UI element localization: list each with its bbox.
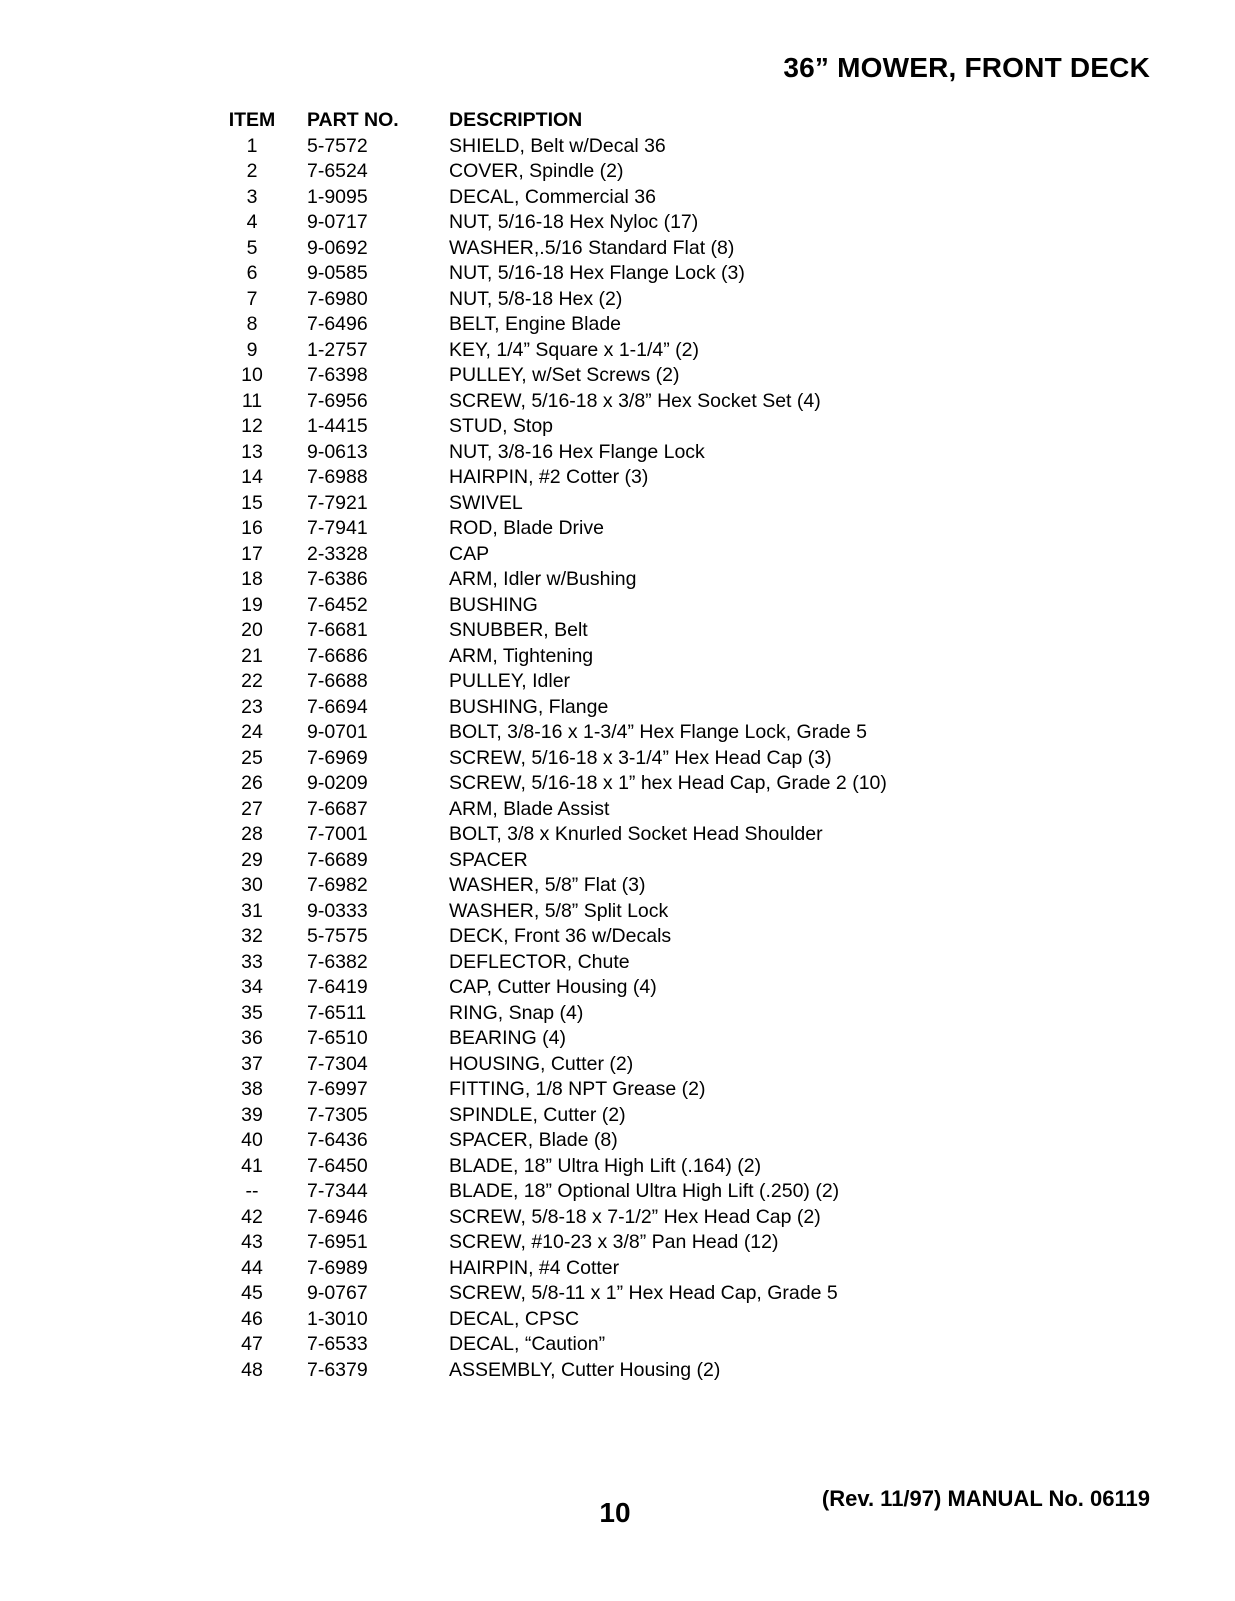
part-no-cell: 7-6688: [307, 670, 368, 692]
item-cell: 12: [241, 415, 263, 437]
part-no-cell: 7-6689: [307, 848, 368, 871]
part-no-cell: 7-6382: [307, 950, 368, 973]
item-cell: 19: [241, 593, 263, 616]
description-cell: DECAL, CPSC: [449, 1307, 580, 1330]
description-cell: SPINDLE, Cutter (2): [449, 1103, 626, 1126]
description-cell: WASHER, 5/8” Flat (3): [449, 874, 646, 896]
part-no-cell: 7-6436: [307, 1129, 368, 1151]
item-cell: 28: [241, 823, 263, 845]
part-no-cell: 7-7001: [307, 823, 368, 845]
description-cell: NUT, 5/8-18 Hex (2): [449, 287, 623, 310]
part-no-cell: 7-7304: [307, 1052, 368, 1075]
part-no-cell: 1-2757: [307, 338, 368, 361]
item-cell: 34: [241, 976, 263, 998]
part-no-cell: 7-6687: [307, 797, 368, 820]
part-no-cell: 7-6989: [307, 1256, 368, 1279]
part-no-cell: 7-6694: [307, 695, 368, 718]
item-cell: 43: [241, 1231, 263, 1253]
part-no-cell: 2-3328: [307, 542, 368, 565]
description-cell: SPACER, Blade (8): [449, 1129, 618, 1151]
part-no-cell: 7-6524: [307, 160, 368, 182]
item-cell: 36: [241, 1027, 263, 1049]
description-cell: BUSHING: [449, 593, 538, 616]
part-no-cell: 7-6681: [307, 619, 368, 641]
description-cell: COVER, Spindle (2): [449, 160, 624, 182]
description-cell: BOLT, 3/8 x Knurled Socket Head Shoulder: [449, 823, 823, 845]
description-cell: SCREW, 5/8-18 x 7-1/2” Hex Head Cap (2): [449, 1205, 821, 1228]
item-cell: 48: [241, 1358, 263, 1381]
description-cell: HOUSING, Cutter (2): [449, 1052, 634, 1075]
part-no-cell: 9-0692: [307, 236, 368, 259]
part-no-cell: 7-6496: [307, 313, 368, 335]
description-cell: KEY, 1/4” Square x 1-1/4” (2): [449, 338, 700, 361]
part-no-cell: 7-6511: [307, 1001, 367, 1024]
column-header-description: DESCRIPTION: [449, 109, 583, 131]
description-cell: WASHER, 5/8” Split Lock: [449, 899, 669, 922]
description-cell: SCREW, 5/16-18 x 1” hex Head Cap, Grade 2 (10): [449, 772, 887, 794]
part-no-cell: 7-7305: [307, 1103, 368, 1126]
part-no-cell: 5-7575: [307, 925, 368, 947]
item-cell: 46: [241, 1307, 263, 1330]
description-cell: ARM, Tightening: [449, 644, 594, 667]
description-cell: SHIELD, Belt w/Decal 36: [449, 134, 666, 157]
item-cell: 30: [241, 874, 263, 896]
page-number: 10: [599, 1497, 631, 1528]
description-cell: DECK, Front 36 w/Decals: [449, 925, 672, 947]
item-cell: 7: [246, 287, 258, 310]
description-cell: NUT, 5/16-18 Hex Nyloc (17): [449, 211, 699, 233]
item-cell: 25: [241, 746, 263, 769]
description-cell: DECAL, “Caution”: [449, 1333, 606, 1355]
item-cell: 24: [241, 721, 263, 743]
item-cell: 18: [241, 568, 263, 590]
part-no-cell: 7-7941: [307, 517, 368, 539]
description-cell: SNUBBER, Belt: [449, 619, 588, 641]
item-cell: 38: [241, 1078, 263, 1100]
item-cell: --: [245, 1180, 259, 1202]
description-cell: SCREW, 5/16-18 x 3/8” Hex Socket Set (4): [449, 389, 821, 412]
part-no-cell: 7-6980: [307, 287, 368, 310]
description-cell: ASSEMBLY, Cutter Housing (2): [449, 1358, 721, 1381]
description-cell: STUD, Stop: [449, 415, 554, 437]
description-cell: BLADE, 18” Optional Ultra High Lift (.250) (2): [449, 1180, 840, 1202]
part-no-cell: 7-6398: [307, 364, 368, 386]
item-cell: 13: [241, 440, 263, 463]
description-cell: CAP, Cutter Housing (4): [449, 976, 657, 998]
item-cell: 23: [241, 695, 263, 718]
item-cell: 26: [241, 772, 263, 794]
item-cell: 17: [241, 542, 263, 565]
part-no-cell: 7-6997: [307, 1078, 368, 1100]
item-cell: 8: [246, 313, 258, 335]
item-cell: 20: [241, 619, 263, 641]
part-no-cell: 9-0333: [307, 899, 368, 922]
description-cell: PULLEY, Idler: [449, 670, 571, 692]
part-no-cell: 7-6982: [307, 874, 368, 896]
description-cell: ARM, Blade Assist: [449, 797, 610, 820]
description-cell: DEFLECTOR, Chute: [449, 950, 630, 973]
part-no-cell: 1-4415: [307, 415, 368, 437]
item-cell: 32: [241, 925, 263, 947]
description-cell: NUT, 3/8-16 Hex Flange Lock: [449, 440, 705, 463]
item-cell: 2: [246, 160, 258, 182]
description-cell: BELT, Engine Blade: [449, 313, 622, 335]
description-cell: BLADE, 18” Ultra High Lift (.164) (2): [449, 1154, 762, 1177]
description-cell: PULLEY, w/Set Screws (2): [449, 364, 680, 386]
item-cell: 47: [241, 1333, 263, 1355]
description-cell: DECAL, Commercial 36: [449, 185, 656, 208]
part-no-cell: 9-0613: [307, 440, 368, 463]
part-no-cell: 7-6946: [307, 1205, 368, 1228]
part-no-cell: 7-6510: [307, 1027, 368, 1049]
item-cell: 3: [246, 185, 258, 208]
part-no-cell: 7-7344: [307, 1180, 368, 1202]
description-cell: ROD, Blade Drive: [449, 517, 604, 539]
description-cell: CAP: [449, 542, 490, 565]
description-cell: SPACER: [449, 848, 528, 871]
item-cell: 16: [241, 517, 263, 539]
item-cell: 14: [241, 466, 263, 488]
part-no-cell: 7-6969: [307, 746, 368, 769]
description-cell: FITTING, 1/8 NPT Grease (2): [449, 1078, 706, 1100]
part-no-cell: 7-6386: [307, 568, 368, 590]
part-no-cell: 9-0717: [307, 211, 368, 233]
column-header-part-no: PART NO.: [307, 109, 399, 131]
item-cell: 39: [241, 1103, 263, 1126]
part-no-cell: 1-9095: [307, 185, 368, 208]
description-cell: HAIRPIN, #2 Cotter (3): [449, 466, 649, 488]
item-cell: 40: [241, 1129, 263, 1151]
description-cell: BOLT, 3/8-16 x 1-3/4” Hex Flange Lock, Grade 5: [449, 721, 868, 743]
description-cell: SCREW, 5/16-18 x 3-1/4” Hex Head Cap (3): [449, 746, 832, 769]
item-cell: 5: [246, 236, 258, 259]
item-cell: 42: [241, 1205, 263, 1228]
item-cell: 41: [241, 1154, 263, 1177]
item-cell: 33: [241, 950, 263, 973]
part-no-cell: 7-6951: [307, 1231, 368, 1253]
part-no-cell: 7-6419: [307, 976, 368, 998]
description-cell: RING, Snap (4): [449, 1001, 584, 1024]
item-cell: 35: [241, 1001, 263, 1024]
description-cell: SWIVEL: [449, 491, 523, 514]
description-cell: SCREW, 5/8-11 x 1” Hex Head Cap, Grade 5: [449, 1282, 838, 1304]
description-cell: ARM, Idler w/Bushing: [449, 568, 637, 590]
item-cell: 11: [241, 389, 263, 412]
manual-reference: (Rev. 11/97) MANUAL No. 06119: [821, 1486, 1150, 1511]
item-cell: 1: [246, 134, 258, 157]
item-cell: 10: [241, 364, 263, 386]
column-header-item: ITEM: [228, 109, 276, 131]
item-cell: 27: [241, 797, 263, 820]
item-cell: 9: [246, 338, 258, 361]
item-cell: 22: [241, 670, 263, 692]
item-cell: 31: [241, 899, 263, 922]
item-cell: 15: [241, 491, 263, 514]
description-cell: HAIRPIN, #4 Cotter: [449, 1256, 620, 1279]
item-cell: 4: [246, 211, 258, 233]
description-cell: BUSHING, Flange: [449, 695, 609, 718]
part-no-cell: 1-3010: [307, 1307, 368, 1330]
part-no-cell: 7-6452: [307, 593, 368, 616]
part-no-cell: 7-6379: [307, 1358, 368, 1381]
part-no-cell: 7-6686: [307, 644, 368, 667]
part-no-cell: 7-6988: [307, 466, 368, 488]
description-cell: WASHER,.5/16 Standard Flat (8): [449, 236, 735, 259]
part-no-cell: 9-0209: [307, 772, 368, 794]
description-cell: BEARING (4): [449, 1027, 567, 1049]
part-no-cell: 7-6533: [307, 1333, 368, 1355]
item-cell: 21: [241, 644, 263, 667]
description-cell: SCREW, #10-23 x 3/8” Pan Head (12): [449, 1231, 779, 1253]
description-cell: NUT, 5/16-18 Hex Flange Lock (3): [449, 262, 745, 284]
part-no-cell: 7-6450: [307, 1154, 368, 1177]
part-no-cell: 9-0585: [307, 262, 368, 284]
page-title: 36” MOWER, FRONT DECK: [783, 52, 1150, 83]
item-cell: 6: [246, 262, 258, 284]
part-no-cell: 9-0767: [307, 1282, 368, 1304]
part-no-cell: 9-0701: [307, 721, 368, 743]
part-no-cell: 7-7921: [307, 491, 368, 514]
item-cell: 45: [241, 1282, 263, 1304]
item-cell: 29: [241, 848, 263, 871]
item-cell: 37: [241, 1052, 263, 1075]
part-no-cell: 7-6956: [307, 389, 368, 412]
item-cell: 44: [241, 1256, 263, 1279]
part-no-cell: 5-7572: [307, 134, 368, 157]
